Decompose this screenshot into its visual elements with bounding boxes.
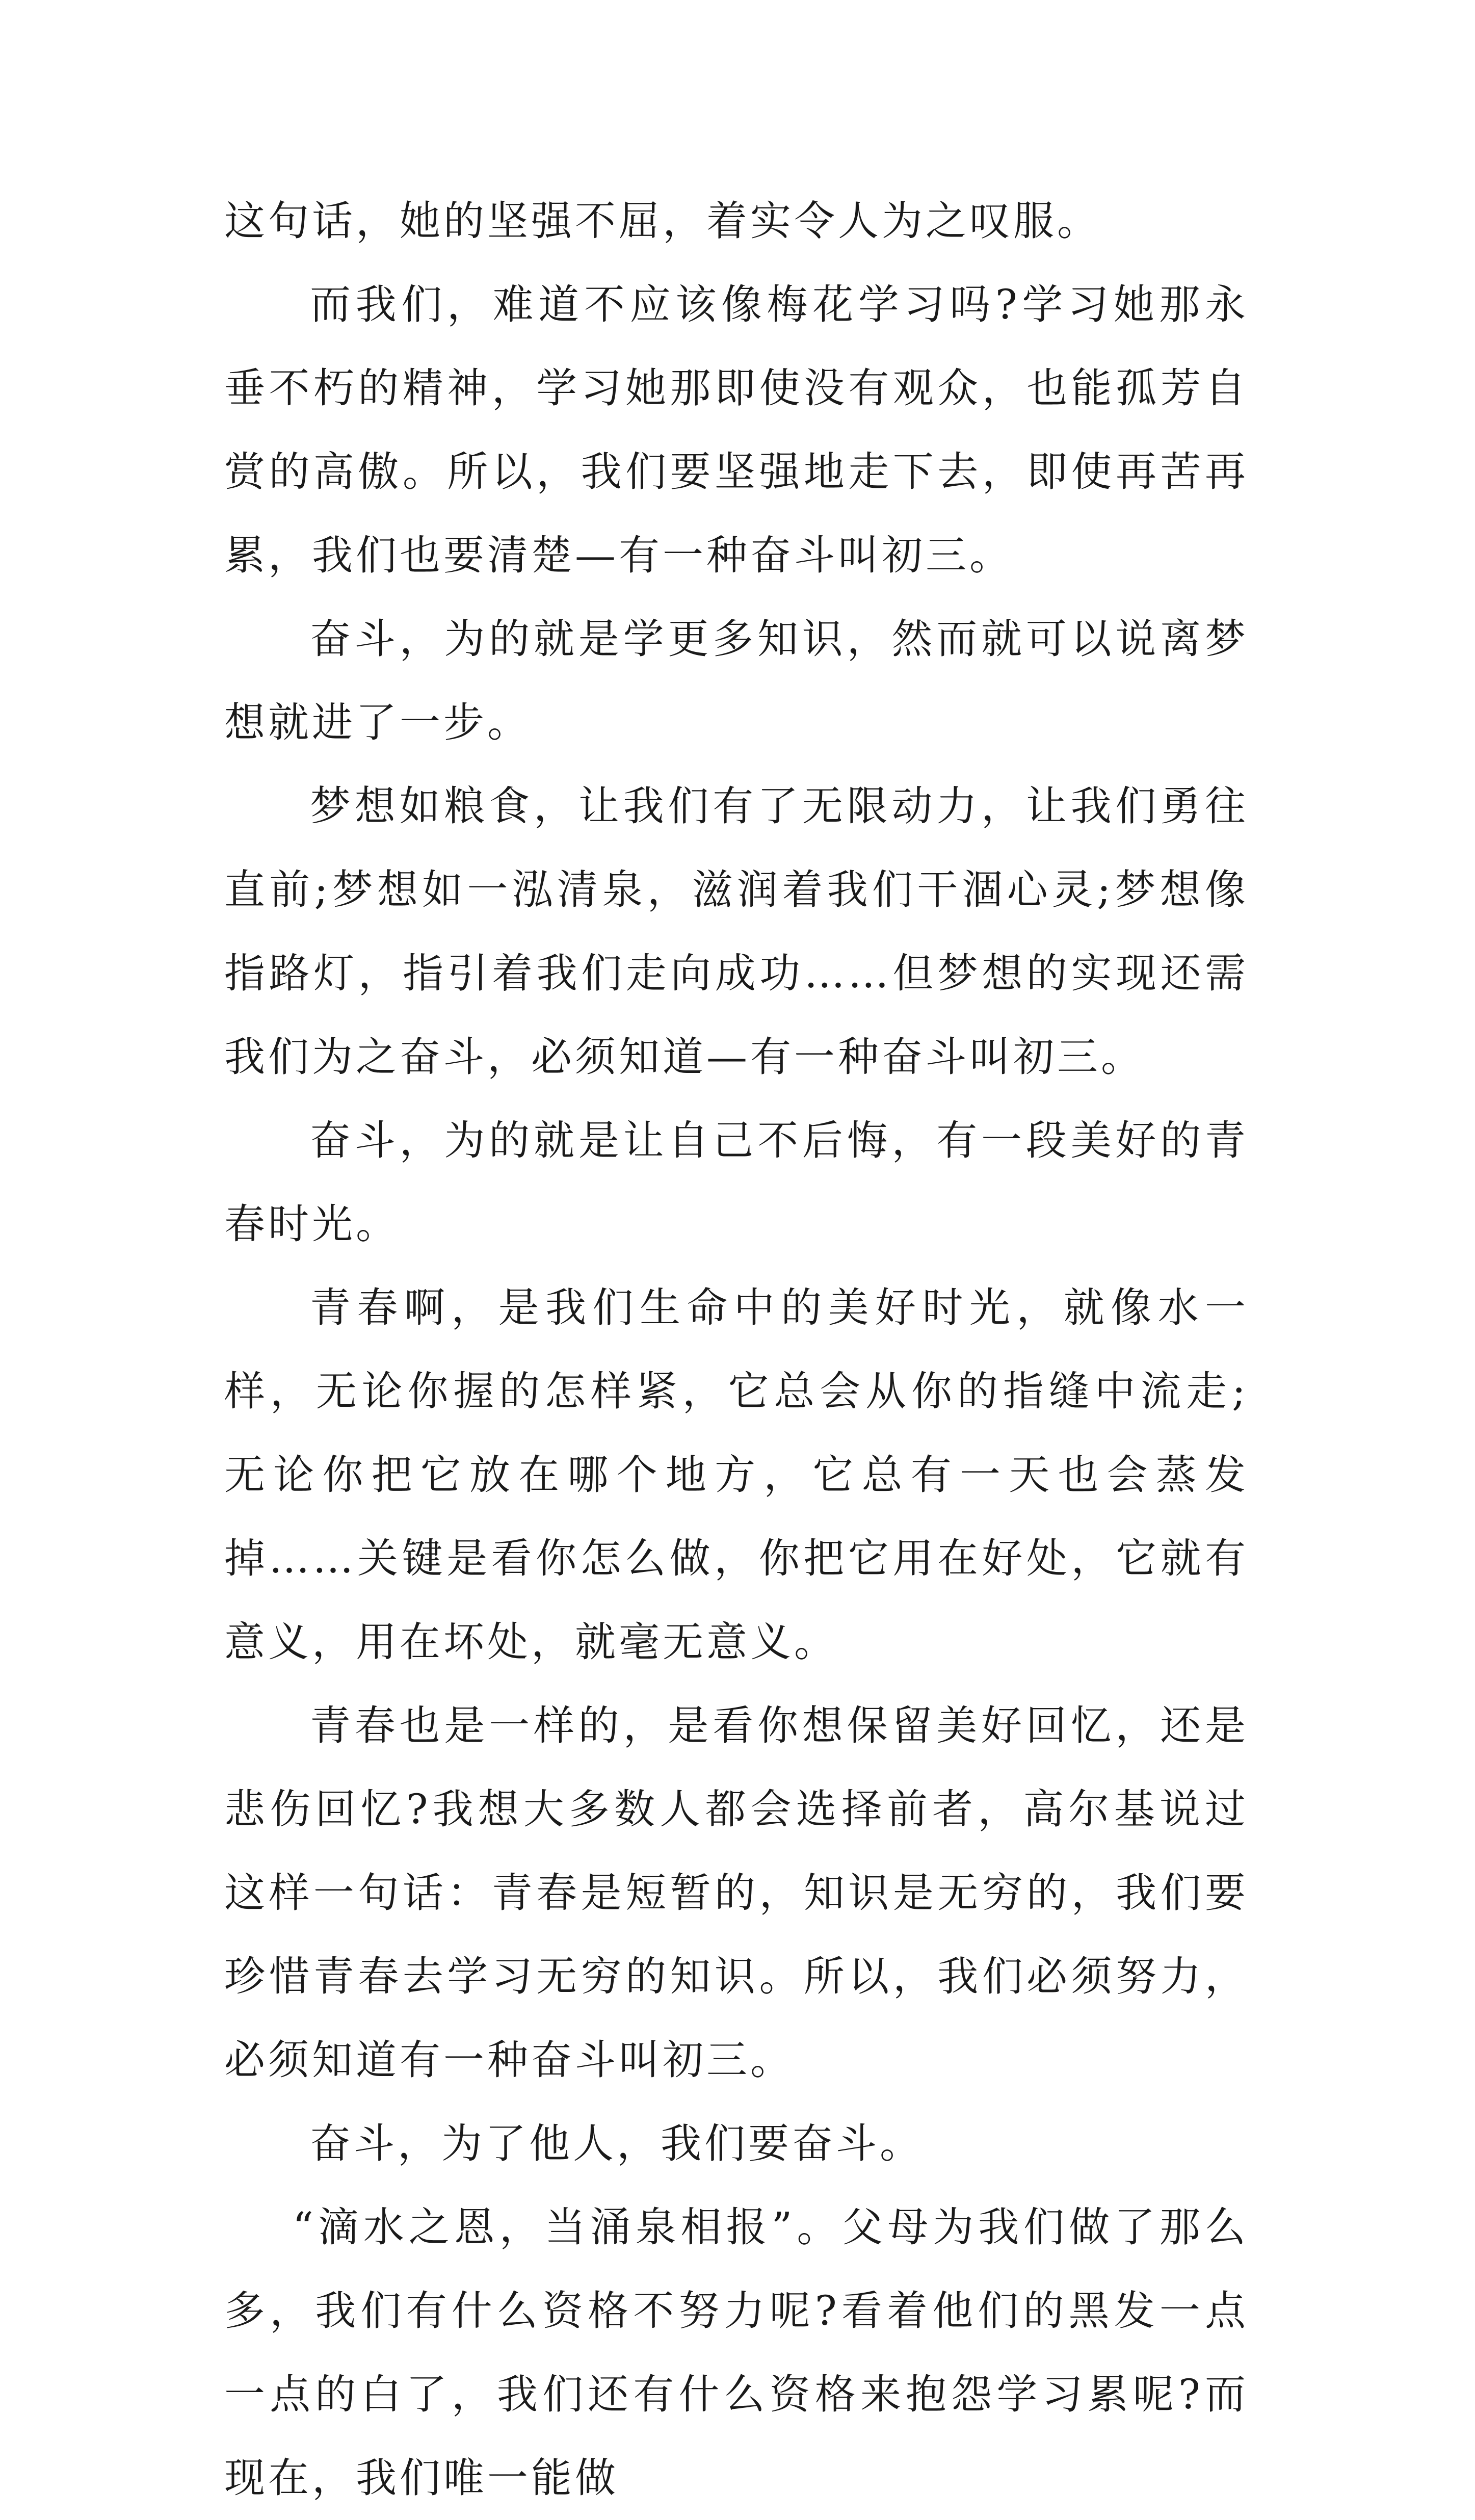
paragraph-1: 这句话，她的坚强不屈，着实令人为之叹服。 <box>224 197 1101 245</box>
paragraph-9: “滴水之恩，当涌泉相报”。父母为我们做了那么多，我们有什么资格不努力呢?看着他们的黑发一点一点的白了，我们还有什么资格来抱怨学习累呢?而现在，我们唯一能做 <box>224 2203 1249 2502</box>
paragraph-3: 奋斗，为的就是学更多知识，然而就可以说离梦想就进了一步。 <box>224 615 1249 746</box>
document-body <box>224 179 1249 2520</box>
paragraph-7: 青春也是一样的，是看你想保留美好回忆，还是悲伤回忆?我想大多数人都会选择前者，高尔基说过这样一句话：青春是短暂的，知识是无穷的，我们要珍惜青春去学习无穷的知识。所以，我们必须努力，必须知道有一种奋斗叫初三。 <box>224 1702 1249 2084</box>
paragraph-2: 而我们，难道不应该像梅花学习吗?学习她那永垂不朽的精神，学习她那即使没有观众，也能孤芳自赏的高傲。所以，我们要坚强地走下去，即使再苦再累，我们也要清楚—有一种奋斗叫初三。 <box>224 281 1249 579</box>
paragraph-8: 奋斗，为了他人，我们要奋斗。 <box>310 2120 924 2167</box>
paragraph-5: 奋斗，为的就是让自己不后悔，有一段美好的青春时光。 <box>224 1117 1249 1248</box>
paragraph-6: 青春啊，是我们生命中的美好时光，就像水一样，无论你握的怎样紧，它总会从你的指缝中流走;无论你把它放在哪个地方，它总有一天也会蒸发掉……关键是看你怎么做，你把它用在好处，它就有意义，用在坏处，就毫无意义。 <box>224 1284 1249 1666</box>
paragraph-4: 梦想如粮食，让我们有了无限动力，让我们勇往直前;梦想如一泓清泉，滋润着我们干涸心灵;梦想像指路灯，指引着我们走向成功……但梦想的实现还需我们为之奋斗，必须知道—有一种奋斗叫初三。 <box>224 782 1249 1081</box>
